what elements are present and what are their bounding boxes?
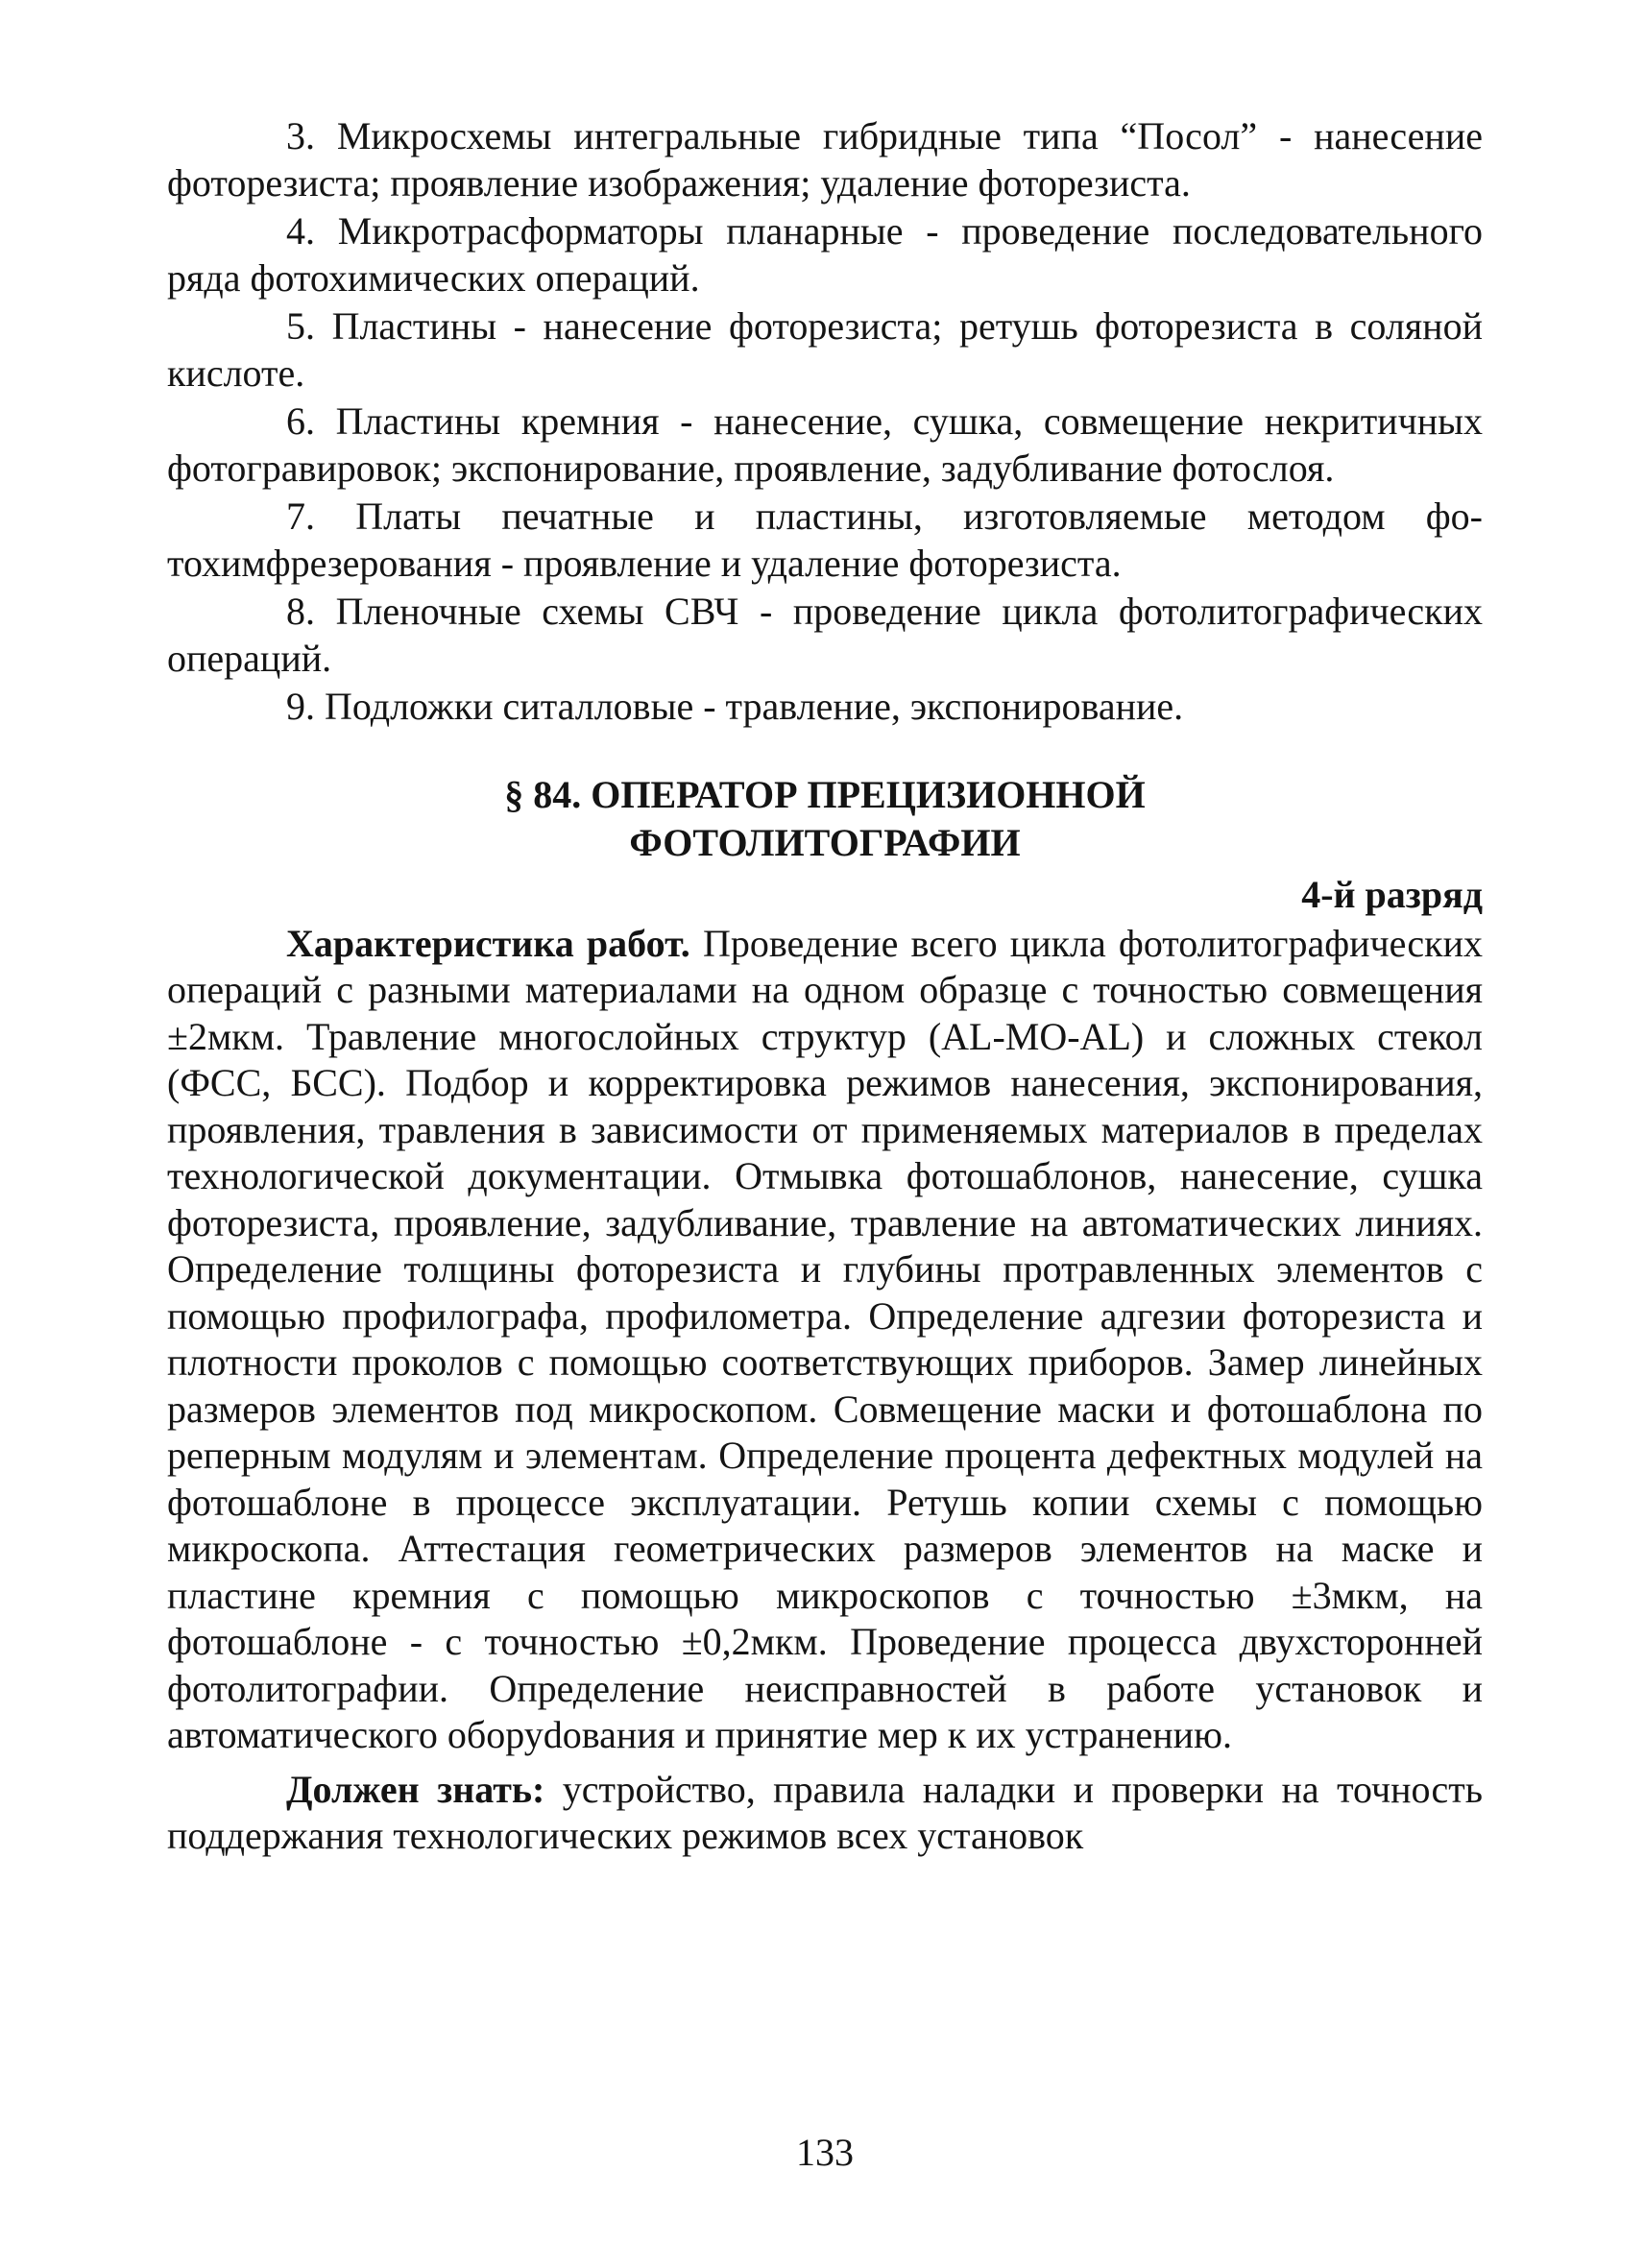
list-item-6: 6. Пластины кремния - нанесение, сушка, совмещение некритичных фотогравировок; экспонирование, проявление, задубливание фотослоя. (167, 399, 1483, 490)
list-item-3: 3. Микросхемы интегральные гибридные типа “Посол” - нанесение фоторезиста; проявление изображения; удаление фоторезиста. (167, 114, 1483, 205)
work-characteristics-paragraph (167, 921, 1483, 1759)
page-number: 133 (796, 2131, 854, 2174)
list-item-8: 8. Пленочные схемы СВЧ - проведение цикла фотолитографических операций. (167, 590, 1483, 680)
list-item-9: 9. Подложки ситалловые - травление, экспонирование. (286, 685, 1184, 728)
document-page (167, 113, 1483, 2226)
must-know-text: устройство, правила наладки и проверки на точность поддержания технологических режимов всех установок (167, 1767, 1483, 1857)
section-title-line-1: § 84. ОПЕРАТОР ПРЕЦИЗИОННОЙ (504, 772, 1146, 816)
work-characteristics-text: Проведение всего цикла фотолитографических операций с разными материалами на одном образце с точностью совмещения ±2мкм. Травление многослойных структур (AL-MO-AL) и сложных стекол (ФСС, БСС). Подбор и корректировка режимов нанесения, экспонирования, проявления, травления в зависимости от применяемых материалов в пределах технологической документации. Отмывка фотошаблонов, нанесение, сушка фоторезиста, проявление, задубливание, травление на автоматических линиях. Определение толщины фоторезиста и глубины протравленных элементов с помощью профилографа, профилометра. Определение адгезии фоторезиста и плотности проколов с помощью соответствующих приборов. Замер линейных размеров элементов под микроскопом. Совмещение маски и фотошаблона по реперным модулям и элементам. Определение процента дефектных модулей на фотошаблоне в процессе эксплуатации. Ретушь копии схемы с помощью микроскопа. Аттестация геометрических размеров элементов на маске и пластине кремния с помощью микроскопов с точностью ±3мкм, на фотошаблоне - с точностью ±0,2мкм. Проведение процесса двухсторонней фотолитографии. Определение неисправностей в работе установок и автоматического оборуdования и принятие мер к их устранению. (167, 921, 1483, 1756)
work-characteristics-label: Характеристика работ. (286, 921, 690, 965)
section-title (167, 771, 1483, 867)
must-know-paragraph (167, 1767, 1483, 1860)
list-item-5: 5. Пластины - нанесение фоторезиста; ретушь фоторезиста в соляной кислоте. (167, 304, 1483, 395)
grade-label: 4-й разряд (1301, 872, 1483, 916)
list-item-7: 7. Платы печатные и пластины, изготовляемые методом фотохимфрезерования - проявление и удаление фоторезиста. (167, 495, 1483, 585)
must-know-label: Должен знать: (286, 1767, 545, 1811)
list-item-4: 4. Микротрасформаторы планарные - проведение последовательного ряда фотохимических операций. (167, 209, 1483, 300)
section-title-line-2: ФОТОЛИТОГРАФИИ (629, 820, 1021, 864)
